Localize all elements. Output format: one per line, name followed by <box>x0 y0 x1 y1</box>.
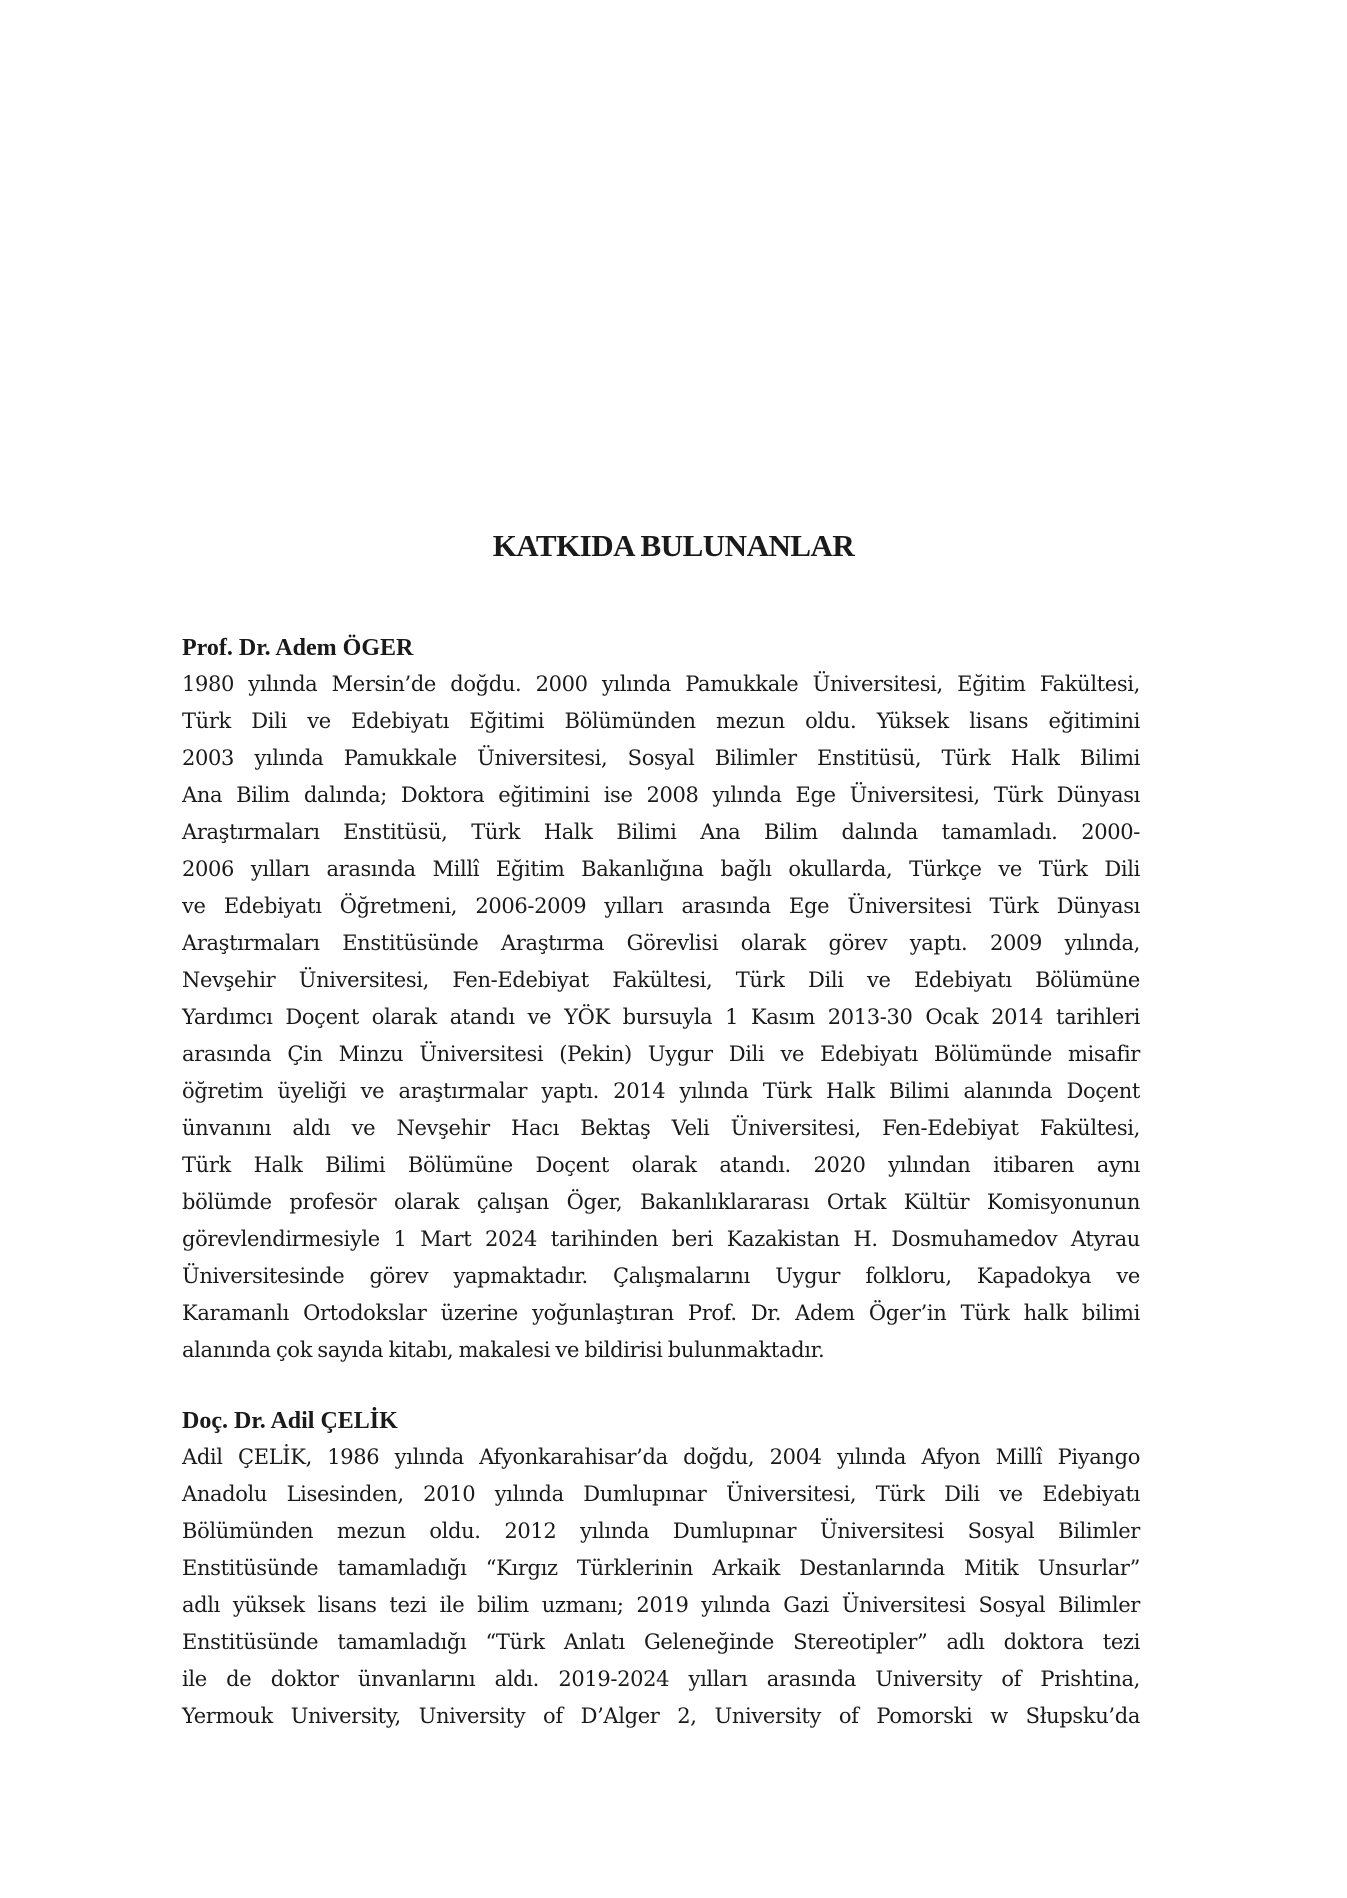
page-title: KATKIDA BULUNANLAR <box>492 528 855 563</box>
bio-line: Nevşehir Üniversitesi, Fen-Edebiyat Fakültesi, Türk Dili ve Edebiyatı Bölümüne <box>182 968 1140 992</box>
bio-line: ünvanını aldı ve Nevşehir Hacı Bektaş Veli Üniversitesi, Fen-Edebiyat Fakültesi, <box>182 1116 1140 1140</box>
bio-line: 2006 yılları arasında Millî Eğitim Bakanlığına bağlı okullarda, Türkçe ve Türk Dili <box>182 857 1140 881</box>
contributor-section <box>182 1403 1140 1735</box>
bio-line: 1980 yılında Mersin’de doğdu. 2000 yılında Pamukkale Üniversitesi, Eğitim Fakültesi, <box>182 672 1140 696</box>
bio-line: öğretim üyeliği ve araştırmalar yaptı. 2014 yılında Türk Halk Bilimi alanında Doçent <box>182 1079 1140 1103</box>
bio-line: Bölümünden mezun oldu. 2012 yılında Dumlupınar Üniversitesi Sosyal Bilimler <box>182 1519 1140 1543</box>
bio-line: Adil ÇELİK, 1986 yılında Afyonkarahisar’da doğdu, 2004 yılında Afyon Millî Piyango <box>182 1445 1140 1469</box>
contributor-section <box>182 630 1140 1369</box>
bio-line: Türk Dili ve Edebiyatı Eğitimi Bölümünden mezun oldu. Yüksek lisans eğitimini <box>182 709 1140 733</box>
bio-line: alanında çok sayıda kitabı, makalesi ve bildirisi bulunmaktadır. <box>182 1338 825 1362</box>
bio-line: Yardımcı Doçent olarak atandı ve YÖK bursuyla 1 Kasım 2013-30 Ocak 2014 tarihleri <box>182 1005 1140 1029</box>
bio-line: arasında Çin Minzu Üniversitesi (Pekin) Uygur Dili ve Edebiyatı Bölümünde misafir <box>182 1042 1140 1066</box>
contributor-name: Doç. Dr. Adil ÇELİK <box>182 1408 398 1434</box>
bio-line: görevlendirmesiyle 1 Mart 2024 tarihinden beri Kazakistan H. Dosmuhamedov Atyrau <box>182 1227 1140 1251</box>
bio-line: Enstitüsünde tamamladığı “Kırgız Türklerinin Arkaik Destanlarında Mitik Unsurlar” <box>182 1556 1140 1580</box>
bio-line: Enstitüsünde tamamladığı “Türk Anlatı Geleneğinde Stereotipler” adlı doktora tezi <box>182 1630 1140 1654</box>
bio-line: Anadolu Lisesinden, 2010 yılında Dumlupınar Üniversitesi, Türk Dili ve Edebiyatı <box>182 1482 1140 1506</box>
bio-line: Ana Bilim dalında; Doktora eğitimini ise 2008 yılında Ege Üniversitesi, Türk Dünyası <box>182 783 1140 807</box>
bio-line: Yermouk University, University of D’Alger 2, University of Pomorski w Słupsku’da <box>182 1704 1140 1728</box>
bio-line: adlı yüksek lisans tezi ile bilim uzmanı; 2019 yılında Gazi Üniversitesi Sosyal Bilimler <box>182 1593 1140 1617</box>
bio-line: Araştırmaları Enstitüsünde Araştırma Görevlisi olarak görev yaptı. 2009 yılında, <box>182 931 1140 955</box>
bio-line: 2003 yılında Pamukkale Üniversitesi, Sosyal Bilimler Enstitüsü, Türk Halk Bilimi <box>182 746 1140 770</box>
bio-line: Türk Halk Bilimi Bölümüne Doçent olarak atandı. 2020 yılından itibaren aynı <box>182 1153 1140 1177</box>
bio-line: Karamanlı Ortodokslar üzerine yoğunlaştıran Prof. Dr. Adem Öger’in Türk halk bilimi <box>182 1301 1140 1325</box>
bio-line: ve Edebiyatı Öğretmeni, 2006-2009 yılları arasında Ege Üniversitesi Türk Dünyası <box>182 894 1140 918</box>
bio-line: bölümde profesör olarak çalışan Öger, Bakanlıklararası Ortak Kültür Komisyonunun <box>182 1190 1140 1214</box>
bio-line: Üniversitesinde görev yapmaktadır. Çalışmalarını Uygur folkloru, Kapadokya ve <box>182 1264 1140 1288</box>
bio-line: ile de doktor ünvanlarını aldı. 2019-2024 yılları arasında University of Prishtina, <box>182 1667 1140 1691</box>
bio-line: Araştırmaları Enstitüsü, Türk Halk Bilimi Ana Bilim dalında tamamladı. 2000- <box>182 820 1140 844</box>
contributor-name: Prof. Dr. Adem ÖGER <box>182 635 414 661</box>
